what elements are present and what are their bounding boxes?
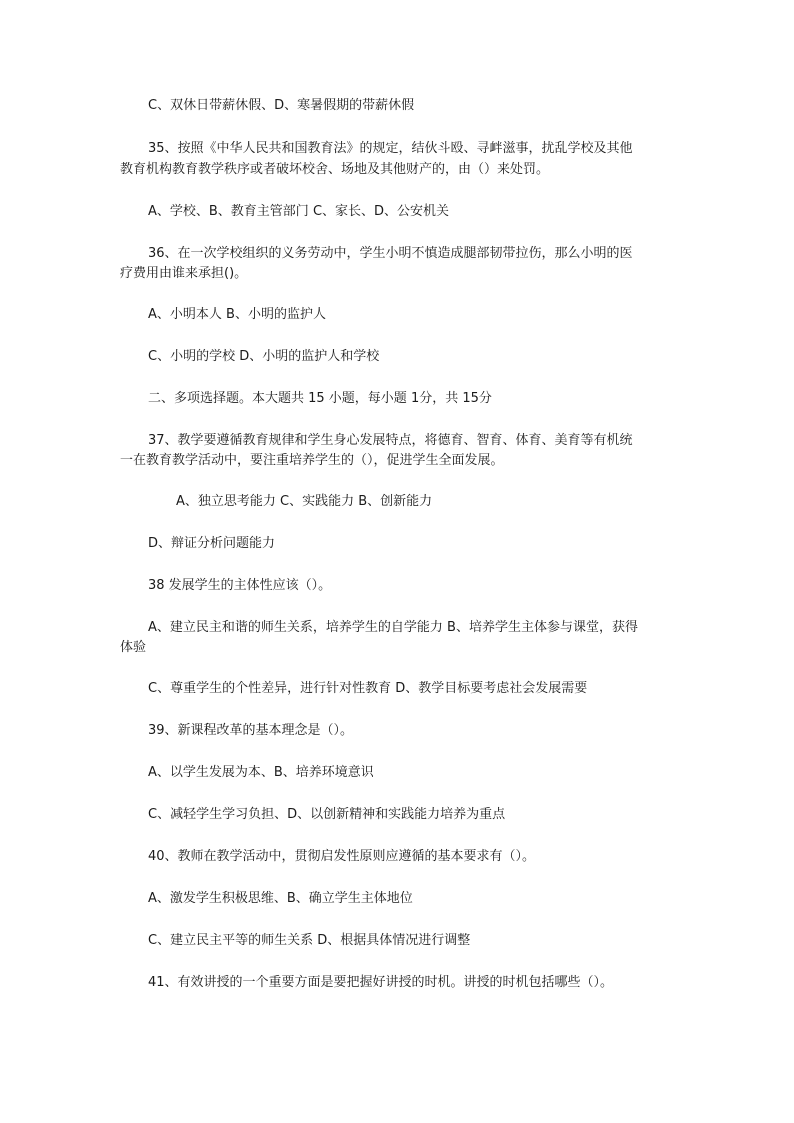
question-41: 41、有效讲授的一个重要方面是要把握好讲授的时机。讲授的时机包括哪些（）。 <box>148 975 614 990</box>
question-35-line1: 35、按照《中华人民共和国教育法》的规定，结伙斗殴、寻衅滋事，扰乱学校及其他 <box>148 141 633 156</box>
option-line-40-ab: A、激发学生积极思维、B、确立学生主体地位 <box>148 891 413 906</box>
option-line-38-ab-1: A、建立民主和谐的师生关系，培养学生的自学能力 B、培养学生主体参与课堂，获得 <box>148 620 638 635</box>
option-line-39-cd: C、减轻学生学习负担、D、以创新精神和实践能力培养为重点 <box>148 807 506 822</box>
option-line-35: A、学校、B、教育主管部门 C、家长、D、公安机关 <box>148 204 450 219</box>
option-line-38-cd: C、尊重学生的个性差异，进行针对性教育 D、教学目标要考虑社会发展需要 <box>148 681 588 696</box>
option-line-37-abc: A、独立思考能力 C、实践能力 B、创新能力 <box>176 494 433 509</box>
option-line-37-d: D、辩证分析问题能力 <box>148 536 276 551</box>
section-heading-multiple-choice: 二、多项选择题。本大题共 15 小题，每小题 1分，共 15分 <box>148 391 492 406</box>
option-line-36-ab: A、小明本人 B、小明的监护人 <box>148 307 326 322</box>
question-37-line1: 37、教学要遵循教育规律和学生身心发展特点，将德育、智育、体育、美育等有机统 <box>148 433 633 448</box>
option-line-34-cd: C、双休日带薪休假、D、寒暑假期的带薪休假 <box>148 98 415 113</box>
option-line-38-ab-2: 体验 <box>120 640 147 655</box>
option-line-36-cd: C、小明的学校 D、小明的监护人和学校 <box>148 349 380 364</box>
question-40: 40、教师在教学活动中，贯彻启发性原则应遵循的基本要求有（）。 <box>148 849 536 864</box>
option-line-39-ab: A、以学生发展为本、B、培养环境意识 <box>148 765 374 780</box>
question-36-line1: 36、在一次学校组织的义务劳动中，学生小明不慎造成腿部韧带拉伤，那么小明的医 <box>148 246 633 261</box>
question-35-line2: 教育机构教育教学秩序或者破坏校舍、场地及其他财产的，由（）来处罚。 <box>120 162 550 177</box>
question-37-line2: 一在教育教学活动中，要注重培养学生的（），促进学生全面发展。 <box>120 453 504 468</box>
question-36-line2: 疗费用由谁来承担()。 <box>120 266 248 281</box>
question-38: 38 发展学生的主体性应该（）。 <box>148 578 332 593</box>
question-39: 39、新课程改革的基本理念是（）。 <box>148 723 354 738</box>
option-line-40-cd: C、建立民主平等的师生关系 D、根据具体情况进行调整 <box>148 933 471 948</box>
